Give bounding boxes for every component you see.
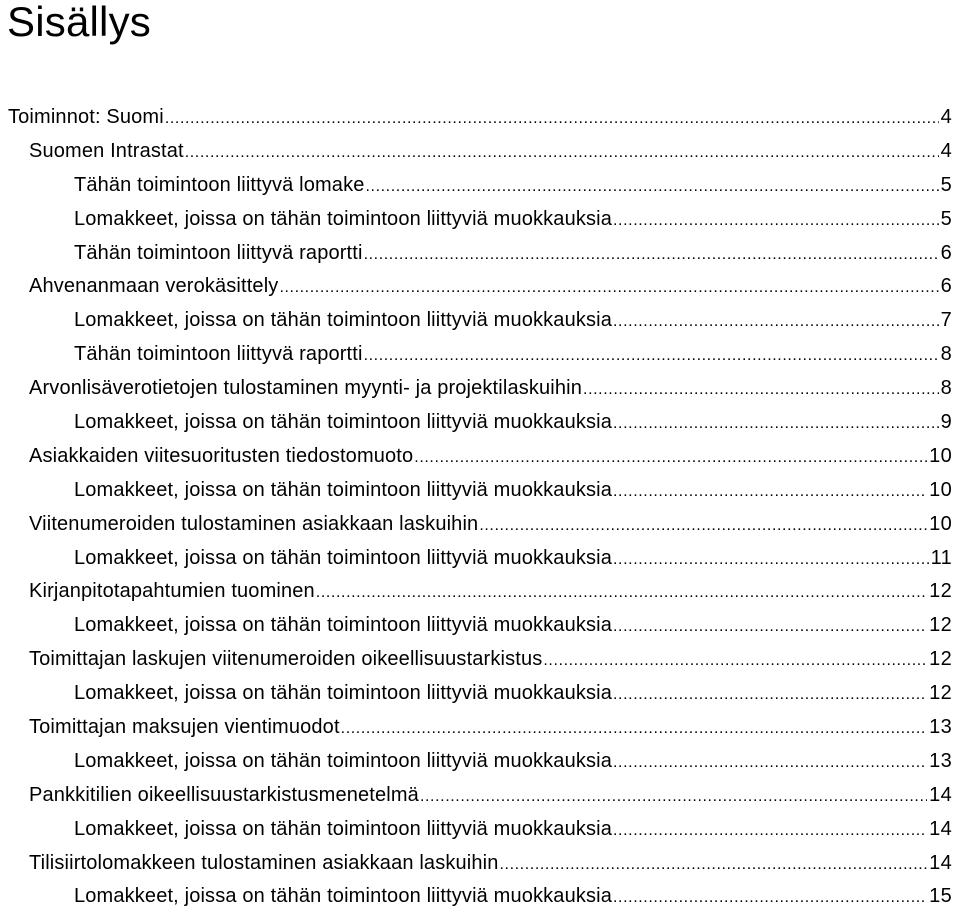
dot-leader [613,480,927,504]
page-title: Sisällys [7,0,151,45]
toc-entry[interactable] [0,338,960,372]
toc-entry-title[interactable]: Suomen Intrastat [29,139,184,162]
toc-page-number[interactable]: 6 [940,275,952,298]
toc-page-number[interactable]: 14 [929,817,952,840]
dot-leader [500,853,928,877]
toc-entry-title[interactable]: Lomakkeet, joissa on tähän toimintoon liittyviä muokkauksia [74,207,613,230]
dot-leader [366,175,939,199]
dot-leader [613,548,929,572]
dot-leader [613,209,939,233]
toc-entry-title[interactable]: Asiakkaiden viitesuoritusten tiedostomuoto [29,444,414,467]
toc-entry-title[interactable]: Pankkitilien oikeellisuustarkistusmenetelmä [29,783,419,806]
toc-entry-title[interactable]: Tähän toimintoon liittyvä raportti [74,241,363,264]
toc-entry-title[interactable]: Tähän toimintoon liittyvä lomake [74,173,365,196]
toc-entry[interactable] [0,135,960,169]
dot-leader [414,446,927,470]
toc-entry[interactable] [0,711,960,745]
toc-entry-title[interactable]: Lomakkeet, joissa on tähän toimintoon liittyviä muokkauksia [74,885,613,908]
toc-page-number[interactable]: 10 [929,512,952,535]
toc-entry[interactable] [0,643,960,677]
toc-page-number[interactable]: 13 [929,749,952,772]
dot-leader [613,412,939,436]
toc-entry-title[interactable]: Toiminnot: Suomi [8,106,164,128]
dot-leader [613,683,927,707]
dot-leader [364,344,939,368]
toc-page-number[interactable]: 8 [940,343,952,366]
toc-entry-title[interactable]: Arvonlisäverotietojen tulostaminen myynti- ja projektilaskuihin [29,377,583,400]
toc-page-number[interactable]: 4 [940,106,952,128]
toc-entry[interactable] [0,609,960,643]
toc-entry-title[interactable]: Lomakkeet, joissa on tähän toimintoon liittyviä muokkauksia [74,546,613,569]
toc-entry[interactable] [0,677,960,711]
dot-leader [341,717,927,741]
toc-page-number[interactable]: 12 [929,614,952,637]
dot-leader [613,615,927,639]
toc-page-number[interactable]: 10 [929,478,952,501]
dot-leader [420,785,927,809]
toc-entry[interactable] [0,542,960,576]
toc-page-number[interactable]: 5 [940,207,952,230]
toc-entry[interactable] [0,779,960,813]
toc-page-number[interactable]: 9 [940,411,952,434]
toc-entry-title[interactable]: Ahvenanmaan verokäsittely [29,275,279,298]
toc-entry[interactable] [0,203,960,237]
toc-entry-title[interactable]: Lomakkeet, joissa on tähän toimintoon liittyviä muokkauksia [74,749,613,772]
toc-entry[interactable] [0,813,960,847]
toc-entry-title[interactable]: Tilisiirtolomakkeen tulostaminen asiakkaan laskuihin [29,851,499,874]
dot-leader [165,107,939,131]
toc-page-number[interactable]: 8 [940,377,952,400]
dot-leader [583,378,939,402]
toc-page-number[interactable]: 14 [929,851,952,874]
dot-leader [613,819,927,843]
toc-page-number[interactable]: 7 [940,309,952,332]
toc-entry-title[interactable]: Lomakkeet, joissa on tähän toimintoon liittyviä muokkauksia [74,614,613,637]
toc-entry-title[interactable]: Kirjanpitotapahtumien tuominen [29,580,315,603]
dot-leader [613,310,939,334]
toc-entry-title[interactable]: Lomakkeet, joissa on tähän toimintoon liittyviä muokkauksia [74,817,613,840]
toc-page-number[interactable]: 12 [929,682,952,705]
dot-leader [364,243,939,267]
toc-entry[interactable] [0,575,960,609]
dot-leader [479,514,927,538]
toc-entry-title[interactable]: Lomakkeet, joissa on tähän toimintoon liittyviä muokkauksia [74,411,613,434]
dot-leader [185,141,939,165]
toc-page-number[interactable]: 11 [930,546,952,569]
toc-page-number[interactable]: 13 [929,716,952,739]
dot-leader [613,886,927,910]
toc-page-number[interactable]: 12 [929,580,952,603]
toc-page-number[interactable]: 6 [940,241,952,264]
toc-entry[interactable] [0,406,960,440]
toc-entry[interactable] [0,440,960,474]
toc-page-number[interactable]: 15 [929,885,952,908]
toc-page-number[interactable]: 10 [929,444,952,467]
toc-entry-title[interactable]: Lomakkeet, joissa on tähän toimintoon liittyviä muokkauksia [74,478,613,501]
toc-entry[interactable] [0,237,960,271]
toc-entry[interactable] [0,101,960,135]
toc-page-number[interactable]: 14 [929,783,952,806]
toc-page-number[interactable]: 5 [940,173,952,196]
dot-leader [543,649,927,673]
toc-page-number[interactable]: 4 [940,139,952,162]
toc-entry[interactable] [0,847,960,881]
toc-entry[interactable] [0,304,960,338]
dot-leader [316,581,927,605]
dot-leader [279,276,938,300]
toc-entry[interactable] [0,372,960,406]
toc-entry[interactable] [0,880,960,914]
toc-entry[interactable] [0,508,960,542]
toc-entry-title[interactable]: Toimittajan maksujen vientimuodot [29,716,340,739]
toc-entry-title[interactable]: Tähän toimintoon liittyvä raportti [74,343,363,366]
dot-leader [613,751,927,775]
toc-entry[interactable] [0,745,960,779]
toc-entry-title[interactable]: Lomakkeet, joissa on tähän toimintoon liittyviä muokkauksia [74,682,613,705]
table-of-contents [0,101,960,914]
toc-page-number[interactable]: 12 [929,648,952,671]
toc-entry[interactable] [0,270,960,304]
toc-entry-title[interactable]: Toimittajan laskujen viitenumeroiden oikeellisuustarkistus [29,648,543,671]
toc-entry[interactable] [0,169,960,203]
toc-entry[interactable] [0,474,960,508]
toc-entry-title[interactable]: Viitenumeroiden tulostaminen asiakkaan laskuihin [29,512,479,535]
toc-entry-title[interactable]: Lomakkeet, joissa on tähän toimintoon liittyviä muokkauksia [74,309,613,332]
